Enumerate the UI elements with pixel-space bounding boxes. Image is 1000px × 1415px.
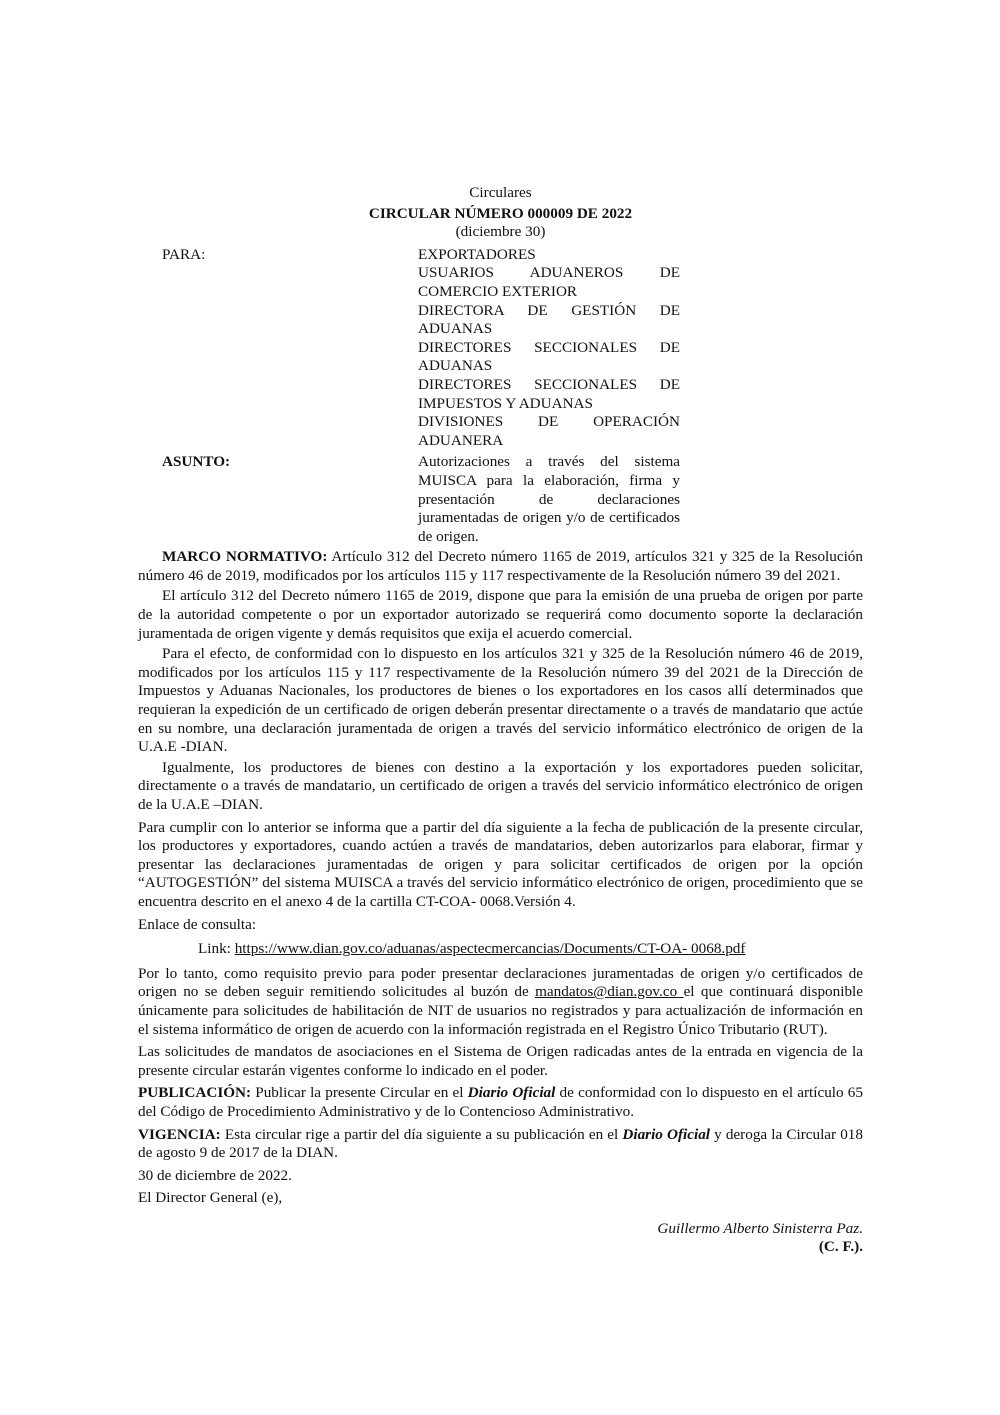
recipient: DIRECTORES SECCIONALES DE IMPUESTOS Y ADUANAS	[418, 375, 680, 412]
document-page	[138, 184, 863, 1257]
diario-oficial: Diario Oficial	[622, 1125, 711, 1143]
circular-date: (diciembre 30)	[455, 223, 546, 241]
paragraph-5	[138, 965, 863, 1039]
paragraph-5-a: Por lo tanto, como requisito previo para poder presentar declaraciones juramentadas de origen y/o certificados de origen no se deben seguir remitiendo solicitudes al buzón de	[138, 964, 863, 1001]
initials: (C. F.).	[818, 1238, 863, 1256]
recipient-list	[418, 246, 680, 451]
publicacion-text-b: de conformidad con lo dispuesto en el artículo 65 del Código de Procedimiento Administrativo y de lo Contencioso Administrativo.	[138, 1084, 863, 1120]
marco-text: Artículo 312 del Decreto número 1165 de 2019, artículos 321 y 325 de la Resolución número 46 de 2019, modificados por los artículos 115 y 117 respectivamente de la Resolución número 39 del 2021.	[138, 548, 863, 584]
paragraph-6: Las solicitudes de mandatos de asociaciones en el Sistema de Origen radicadas antes de la entrada en vigencia de la presente circular estarán vigentes conforme lo indicado en el poder.	[138, 1043, 863, 1079]
recipient: DIVISIONES DE OPERACIÓN ADUANERA	[418, 413, 680, 449]
paragraph-3: Igualmente, los productores de bienes con destino a la exportación y los exportadores pueden solicitar, directamente o a través de mandatario, un certificado de origen a través del servicio informático electrónico de origen de la U.A.E –DIAN.	[138, 758, 863, 813]
vigencia-text-a: Esta circular rige a partir del día siguiente a su publicación en el	[220, 1125, 623, 1143]
circular-title: CIRCULAR NÚMERO 000009 DE 2022	[368, 204, 633, 222]
marco-label: MARCO NORMATIVO:	[162, 548, 328, 566]
publicacion-label: PUBLICACIÓN:	[138, 1084, 252, 1102]
vigencia-text-b: y deroga la Circular 018 de agosto 9 de 2017 de la DIAN.	[138, 1125, 863, 1162]
paragraph-5-b: el que continuará disponible únicamente para solicitudes de habilitación de NIT de usuarios no registrados y para actualización de información en el sistema informático de origen de acuerdo con la información registrada en el Registro Único Tributario (RUT).	[138, 983, 863, 1038]
vigencia-label: VIGENCIA:	[138, 1125, 221, 1143]
diario-oficial: Diario Oficial	[467, 1084, 556, 1102]
asunto-block	[138, 453, 863, 546]
publicacion	[138, 1084, 863, 1121]
marco-normativo	[138, 548, 863, 585]
signatory-name: Guillermo Alberto Sinisterra Paz.	[657, 1219, 863, 1237]
enlace-label: Enlace de consulta:	[138, 915, 257, 933]
closing-date: 30 de diciembre de 2022.	[138, 1166, 292, 1184]
para-label: PARA:	[162, 245, 206, 263]
link-line	[138, 940, 863, 959]
recipient: EXPORTADORES	[418, 245, 536, 263]
recipient: USUARIOS ADUANEROS DE COMERCIO EXTERIOR	[418, 264, 680, 300]
director-title: El Director General (e),	[138, 1189, 283, 1207]
consulta-link[interactable]: https://www.dian.gov.co/aduanas/aspectecmercancias/Documents/CT-OA- 0068.pdf	[234, 940, 746, 958]
publicacion-text-a: Publicar la presente Circular en el	[251, 1084, 468, 1102]
vigencia	[138, 1126, 863, 1163]
asunto-label: ASUNTO:	[162, 453, 231, 471]
paragraph-4: Para cumplir con lo anterior se informa que a partir del día siguiente a la fecha de publicación de la presente circular, los productores y exportadores, cuando actúen a través de mandatarios, deben autorizarlos para elaborar, firmar y presentar las declaraciones juramentadas de origen y para solicitar certificados de origen por la opción “AUTOGESTIÓN” del sistema MUISCA a través del servicio informático electrónico de origen, procedimiento que se encuentra descrito en el anexo 4 de la cartilla CT-COA- 0068.Versión 4.	[138, 818, 863, 910]
section-heading: Circulares	[469, 184, 532, 201]
para-block	[138, 246, 863, 451]
paragraph-2: Para el efecto, de conformidad con lo dispuesto en los artículos 321 y 325 de la Resolución número 46 de 2019, modificados por los artículos 115 y 117 respectivamente de la Resolución número 39 del 2021 de la Dirección de Impuestos y Aduanas Nacionales, los productores de bienes o los exportadores en los casos allí determinados que requieran la expedición de un certificado de origen deberán presentar directamente o a través de mandatario que actúe en su nombre, una declaración juramentada de origen a través del servicio informático electrónico de origen de la U.A.E -DIAN.	[138, 645, 863, 756]
link-label: Link:	[198, 940, 235, 958]
asunto-text: Autorizaciones a través del sistema MUISCA para la elaboración, firma y presentación de declaraciones juramentadas de origen y/o de certificados de origen.	[418, 453, 680, 545]
paragraph-1: El artículo 312 del Decreto número 1165 de 2019, dispone que para la emisión de una prueba de origen por parte de la autoridad competente o por un exportador autorizado se requerirá como documento soporte la declaración juramentada de origen vigente y demás requisitos que exija el acuerdo comercial.	[138, 587, 863, 642]
recipient: DIRECTORES SECCIONALES DE ADUANAS	[418, 338, 680, 375]
recipient: DIRECTORA DE GESTIÓN DE ADUANAS	[418, 301, 680, 338]
email-link[interactable]: mandatos@dian.gov.co	[535, 983, 684, 1001]
